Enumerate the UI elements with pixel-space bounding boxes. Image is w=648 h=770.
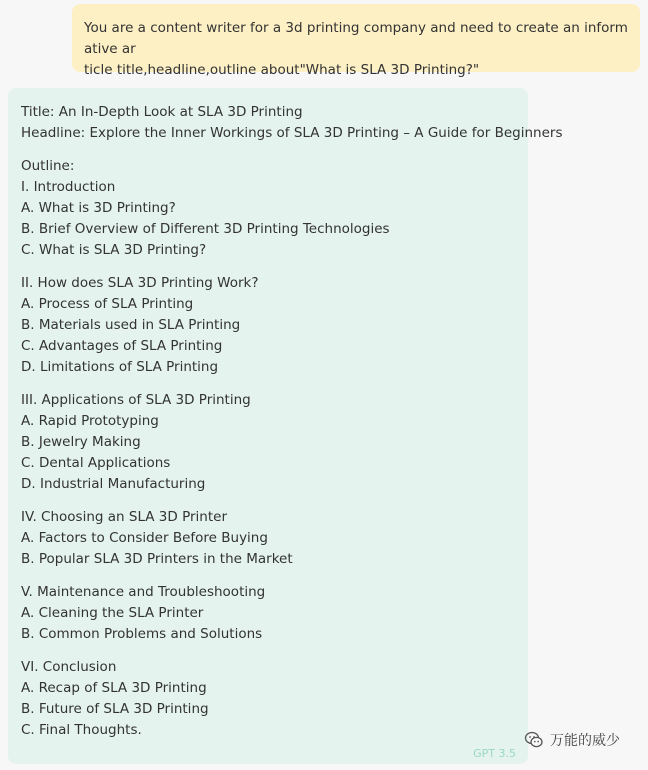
outline-item: B. Materials used in SLA Printing [21, 317, 241, 333]
outline-item: A. Factors to Consider Before Buying [21, 530, 268, 546]
article-headline: Headline: Explore the Inner Workings of SLA 3D Printing – A Guide for Beginners [21, 125, 563, 141]
outline-section [21, 177, 515, 261]
outline-item: C. Advantages of SLA Printing [21, 338, 223, 354]
section-heading: I. Introduction [21, 179, 116, 195]
outline-item: B. Brief Overview of Different 3D Printing Technologies [21, 221, 390, 237]
outline-item: D. Industrial Manufacturing [21, 476, 206, 492]
outline-section [21, 273, 515, 378]
assistant-message-bubble [8, 88, 563, 764]
outline-item: C. Dental Applications [21, 455, 171, 471]
outline-label: Outline: [21, 158, 75, 174]
outline-item: B. Popular SLA 3D Printers in the Market [21, 551, 293, 567]
outline-item: D. Limitations of SLA Printing [21, 359, 219, 375]
outline-item: A. Recap of SLA 3D Printing [21, 680, 207, 696]
section-heading: VI. Conclusion [21, 659, 117, 675]
outline-item: A. Process of SLA Printing [21, 296, 194, 312]
outline-section [21, 507, 515, 570]
model-badge: GPT 3.5 [473, 747, 516, 760]
section-heading: V. Maintenance and Troubleshooting [21, 584, 266, 600]
article-title: Title: An In-Depth Look at SLA 3D Printing [21, 104, 303, 120]
outline-item: A. What is 3D Printing? [21, 200, 176, 216]
user-message-line: You are a content writer for a 3d printing company and need to create an informative ar [84, 20, 628, 57]
section-heading: II. How does SLA 3D Printing Work? [21, 275, 259, 291]
wechat-icon [524, 730, 544, 750]
user-message-bubble [72, 4, 640, 78]
section-heading: III. Applications of SLA 3D Printing [21, 392, 251, 408]
outline-item: B. Jewelry Making [21, 434, 141, 450]
outline-item: C. Final Thoughts. [21, 722, 142, 738]
section-heading: IV. Choosing an SLA 3D Printer [21, 509, 227, 525]
outline-section [21, 390, 515, 495]
outline-item: A. Rapid Prototyping [21, 413, 159, 429]
watermark-text: 万能的威少 [550, 733, 620, 749]
watermark [524, 730, 620, 750]
outline-section [21, 657, 515, 741]
outline-item: C. What is SLA 3D Printing? [21, 242, 207, 258]
outline-item: B. Future of SLA 3D Printing [21, 701, 209, 717]
outline-item: A. Cleaning the SLA Printer [21, 605, 204, 621]
user-message-line: ticle title,headline,outline about"What is SLA 3D Printing?" [84, 62, 480, 78]
outline-section [21, 582, 515, 645]
outline-item: B. Common Problems and Solutions [21, 626, 263, 642]
